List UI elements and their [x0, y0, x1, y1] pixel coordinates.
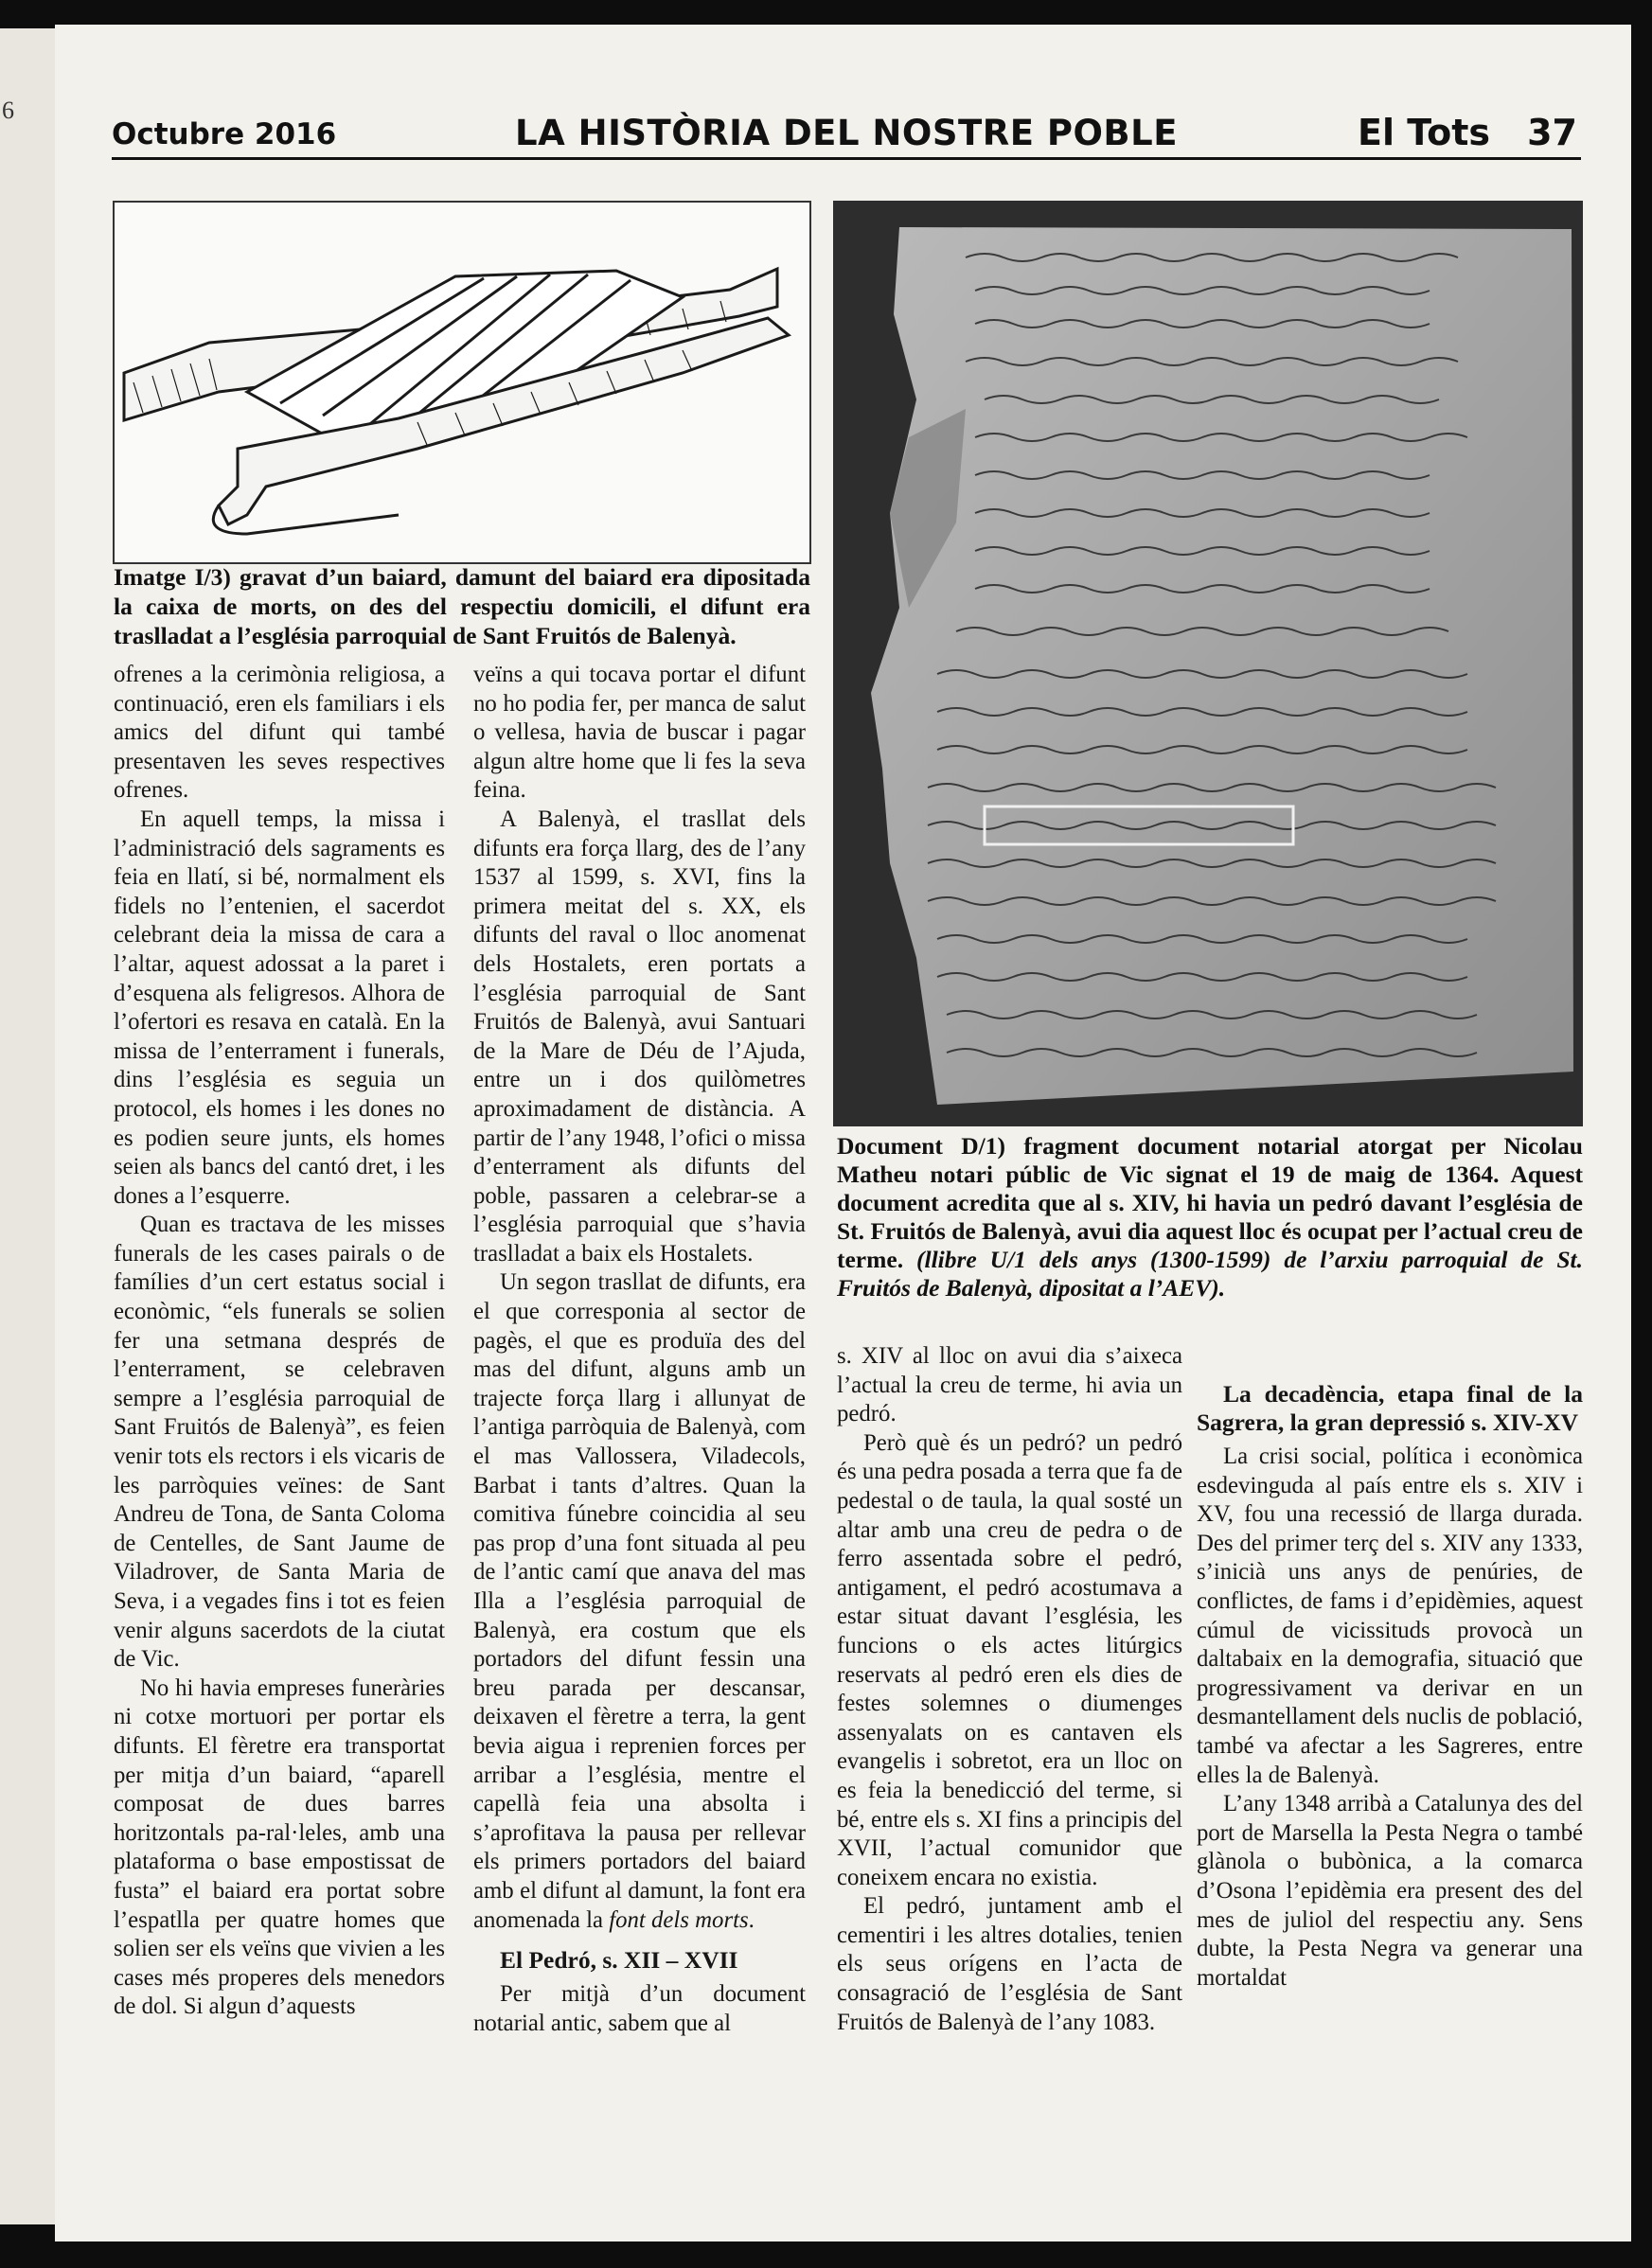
paragraph: L’any 1348 arribà a Catalunya des del port de Marsella la Pesta Negra o també glànola o bubònica, a la comarca d’Osona l’epidèmia era present des del mes de juliol del respectiu any. Sens dubte, la Pesta Negra va generar una mortaldat: [1197, 1791, 1583, 1991]
paragraph: El pedró, juntament amb el cementiri i les altres dotalies, tenien els seus orígens en l’acta de consagració de l’església de Sant Fruitós de Balenyà de l’any 1083.: [837, 1893, 1182, 2035]
paragraph: En aquell temps, la missa i l’administració dels sagraments es feia en llatí, si bé, normalment els fidels no l’entenien, el sacerdot celebrant deia la missa de cara a l’altar, aquest adossat a la paret i d’esquena als feligresos. Alhora de l’ofertori es resava en català. En la missa de l’enterrament i funerals, dins l’església es seguia un protocol, els homes i les dones no es podien seure junts, els homes seien als bancs del cantó dret, i les dones a l’esquerre.: [114, 806, 445, 1209]
paragraph: ofrenes a la cerimònia religiosa, a continuació, eren els familiars i els amics del difunt qui també presentaven les seves respectives ofrenes.: [114, 662, 445, 804]
notarial-document-photo: [833, 201, 1583, 1126]
baiard-image-caption: Imatge I/3) gravat d’un baiard, damunt del baiard era dipositada la caixa de morts, on des del respectiu domicili, el difunt era traslladat a l’església parroquial de Sant Fruitós de Balenyà.: [114, 563, 810, 649]
paragraph: No hi havia empreses funeràries ni cotxe mortuori per portar els difunts. El fèretre era transportat per mitja d’un baiard, “aparell composat de dues barres horitzontals pa-ral·leles, amb una plataforma o base empostissat de fusta” el baiard era portat sobre l’espatlla per quatre homes que solien ser els veïns que vivien a les cases més properes dels menedors de dol. Si algun d’aquests: [114, 1674, 445, 2020]
paragraph: Quan es tractava de les misses funerals de les cases pairals o de famílies d’un cert estatus social i econòmic, “els funerals se solien fer una setmana després de l’enterrament, se celebraven sempre a l’església parroquial de Sant Fruitós de Balenyà”, es feien venir tots els rectors i els vicaris de les parròquies veïnes: de Sant Andreu de Tona, de Santa Coloma de Centelles, de Sant Jaume de Viladrover, de Santa Maria de Seva, i a vegades fins i tot es feien venir alguns sacerdots de la ciutat de Vic.: [114, 1212, 445, 1673]
punctuation: .: [748, 1906, 755, 1933]
header-date: Octubre 2016: [112, 117, 337, 151]
paragraph: Però què és un pedró? un pedró és una pedra posada a terra que fa de pedestal o de taula, la qual sosté un altar amb una creu de pedra o de ferro assentada sobre el pedró, antigament, el pedró acostumava a estar situat davant l’església, les funcions o els actes litúrgics reservats al pedró eren els dies de festes solemnes o diumenges assenyalats on es cantaven els evangelis i sobretot, era un lloc on es feia la benedicció del terme, si bé, entre els s. XI fins a principis del XVII, l’actual comunidor que coneixem encara no existia.: [837, 1429, 1182, 1890]
document-caption-main: Document D/1) fragment document notarial atorgat per Nicolau Matheu notari públic de Vic signat el 19 de maig de 1364. Aquest document acredita que al s. XIV, hi havia un pedró davant l’església de St. Fruitós de Balenyà, avui dia aquest lloc és ocupat per l’actual creu de terme.: [837, 1132, 1583, 1273]
section-heading-pedro: El Pedró, s. XII – XVII: [500, 1946, 738, 1975]
baiard-engraving-image: [113, 201, 811, 564]
header-magazine-name: El Tots: [1358, 112, 1490, 153]
article-column-1: [114, 661, 445, 2022]
document-caption: [837, 1132, 1583, 1302]
article-column-4: [1197, 1380, 1583, 1993]
paragraph: [473, 1268, 806, 1935]
previous-page-number: 6: [2, 97, 14, 124]
paragraph: s. XIV al lloc on avui dia s’aixeca l’actual la creu de terme, hi avia un pedró.: [837, 1343, 1182, 1427]
header-page-number: 37: [1527, 112, 1577, 153]
paragraph: Per mitjà d’un document notarial antic, sabem que al: [473, 1981, 806, 2036]
paragraph: veïns a qui tocava portar el difunt no ho podia fer, per manca de salut o vellesa, havia de buscar i pagar algun altre home que li fes la seva feina.: [473, 662, 806, 804]
previous-page-edge: [0, 28, 57, 2224]
paragraph: La crisi social, política i econòmica esdevinguda al país entre els s. XIV i XV, fou una recessió de llarga durada. Des del primer terç del s. XIV any 1333, s’inicià uns anys de penúries, de conflictes, de fams i d’epidèmies, aquest cúmul de vicissituds provocà un daltabaix en la demografia, situació que progressivament va derivar en un desmantellament dels nuclis de població, també va afectar a les Sagreres, entre elles la de Balenyà.: [1197, 1444, 1583, 1788]
article-column-2: [473, 661, 806, 2038]
document-caption-source: (llibre U/1 dels anys (1300-1599) de l’arxiu parroquial de St. Fruitós de Balenyà, dipositat a l’AEV).: [837, 1246, 1583, 1302]
font-dels-morts-term: font dels morts: [609, 1906, 749, 1933]
section-heading-decadencia: La decadència, etapa final de la Sagrera, la gran depressió s. XIV-XV: [1197, 1380, 1583, 1436]
page-header: [112, 91, 1581, 160]
magazine-page: [55, 25, 1631, 2241]
paragraph: A Balenyà, el trasllat dels difunts era força llarg, des de l’any 1537 al 1599, s. XVI, fins la primera meitat del s. XX, els difunts del raval o lloc anomenat dels Hostalets, eren portats a l’església parroquial de Sant Fruitós de Balenyà, avui Santuari de la Mare de Déu de l’Ajuda, entre un i dos quilòmetres aproximadament de distància. A partir de l’any 1948, l’ofici o missa d’enterrament als difunts del poble, passaren a celebrar-se a l’església parroquial que s’havia traslladat a baix els Hostalets.: [473, 806, 806, 1267]
paragraph-text: Un segon trasllat de difunts, era el que corresponia al sector de pagès, el que es produïa des del mas del difunt, alguns amb un trajecte força llarg i allunyat de l’antiga parròquia de Balenyà, com el mas Vallossera, Viladecols, Barbat i tants d’altres. Quan la comitiva fúnebre coincidia al seu pas prop d’una font situada al peu de l’antic camí que anava del mas Illa a l’església parroquial de Balenyà, era costum que els portadors del difunt fessin una breu parada per descansar, deixaven el fèretre a terra, la gent bevia aigua i reprenien forces per arribar a l’església, mentre el capellà feia una absolta i s’aprofitava la pausa per rellevar els primers portadors del baiard amb el difunt al damunt, la font era anomenada la: [473, 1269, 806, 1933]
header-section-title: LA HISTÒRIA DEL NOSTRE POBLE: [515, 113, 1178, 153]
article-column-3: [837, 1342, 1182, 2037]
